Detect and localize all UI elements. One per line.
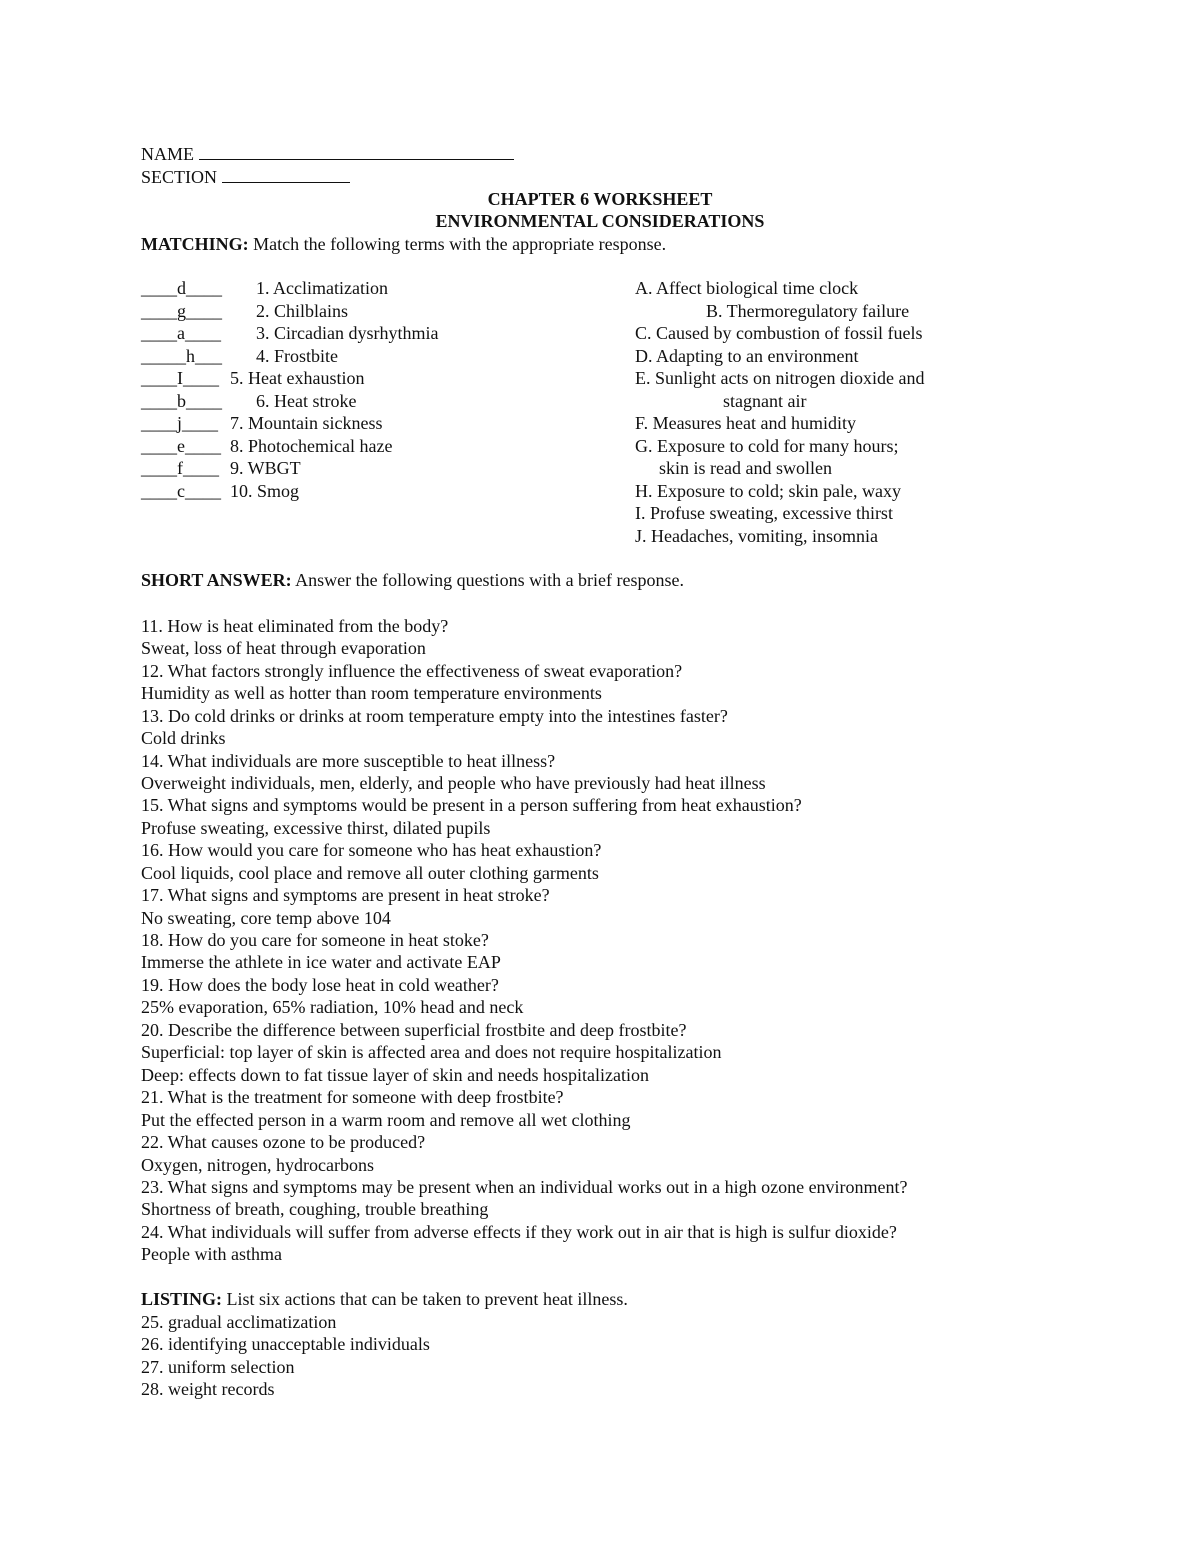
answer-24: People with asthma xyxy=(141,1244,282,1264)
matching-heading xyxy=(141,233,666,255)
section-field xyxy=(141,166,350,188)
page-subtitle: ENVIRONMENTAL CONSIDERATIONS xyxy=(435,211,765,231)
question-18: 18. How do you care for someone in heat stoke? xyxy=(141,930,489,950)
short-answer-label: SHORT ANSWER: xyxy=(141,570,292,590)
matching-term: 2. Chilblains xyxy=(256,301,349,321)
answer-11: Sweat, loss of heat through evaporation xyxy=(141,638,426,658)
matching-response: D. Adapting to an environment xyxy=(635,346,859,366)
matching-term: 9. WBGT xyxy=(230,458,301,478)
matching-answer: ____e____ xyxy=(141,436,221,456)
matching-answer: ____f____ xyxy=(141,458,219,478)
listing-instruction: List six actions that can be taken to prevent heat illness. xyxy=(226,1289,628,1309)
matching-term: 7. Mountain sickness xyxy=(230,413,383,433)
matching-response: C. Caused by combustion of fossil fuels xyxy=(635,323,923,343)
matching-response: B. Thermoregulatory failure xyxy=(706,301,910,321)
list-item: 28. weight records xyxy=(141,1379,275,1399)
matching-answer: _____h___ xyxy=(141,346,222,366)
question-22: 22. What causes ozone to be produced? xyxy=(141,1132,426,1152)
answer-18: Immerse the athlete in ice water and activate EAP xyxy=(141,952,501,972)
question-24: 24. What individuals will suffer from adverse effects if they work out in air that is high is sulfur dioxide? xyxy=(141,1222,897,1242)
matching-response: H. Exposure to cold; skin pale, waxy xyxy=(635,481,901,501)
answer-20-deep: Deep: effects down to fat tissue layer of skin and needs hospitalization xyxy=(141,1065,650,1085)
list-item: 26. identifying unacceptable individuals xyxy=(141,1334,430,1354)
answer-12: Humidity as well as hotter than room temperature environments xyxy=(141,683,602,703)
list-item: 25. gradual acclimatization xyxy=(141,1312,337,1332)
matching-response: G. Exposure to cold for many hours; xyxy=(635,436,899,456)
matching-term: 4. Frostbite xyxy=(256,346,339,366)
question-11: 11. How is heat eliminated from the body? xyxy=(141,616,449,636)
short-answer-heading xyxy=(141,569,684,591)
list-item: 27. uniform selection xyxy=(141,1357,295,1377)
matching-answer: ____b____ xyxy=(141,391,222,411)
matching-instruction: Match the following terms with the appropriate response. xyxy=(253,234,667,254)
answer-21: Put the effected person in a warm room and remove all wet clothing xyxy=(141,1110,631,1130)
matching-term: 5. Heat exhaustion xyxy=(230,368,365,388)
answer-16: Cool liquids, cool place and remove all outer clothing garments xyxy=(141,863,599,883)
answer-13: Cold drinks xyxy=(141,728,226,748)
question-16: 16. How would you care for someone who has heat exhaustion? xyxy=(141,840,602,860)
section-blank[interactable] xyxy=(222,166,350,183)
matching-answer: ____j____ xyxy=(141,413,219,433)
matching-answer: ____g____ xyxy=(141,301,222,321)
matching-term: 8. Photochemical haze xyxy=(230,436,393,456)
matching-response: A. Affect biological time clock xyxy=(635,278,859,298)
question-20: 20. Describe the difference between superficial frostbite and deep frostbite? xyxy=(141,1020,687,1040)
question-17: 17. What signs and symptoms are present in heat stroke? xyxy=(141,885,550,905)
matching-answer: ____c____ xyxy=(141,481,221,501)
page-title: CHAPTER 6 WORKSHEET xyxy=(487,189,713,209)
answer-14: Overweight individuals, men, elderly, and people who have previously had heat illness xyxy=(141,773,766,793)
answer-15: Profuse sweating, excessive thirst, dilated pupils xyxy=(141,818,491,838)
matching-response: E. Sunlight acts on nitrogen dioxide and xyxy=(635,368,925,388)
listing-label: LISTING: xyxy=(141,1289,223,1309)
answer-20-superficial: Superficial: top layer of skin is affected area and does not require hospitalization xyxy=(141,1042,722,1062)
matching-response: F. Measures heat and humidity xyxy=(635,413,857,433)
matching-response: J. Headaches, vomiting, insomnia xyxy=(635,526,878,546)
answer-22: Oxygen, nitrogen, hydrocarbons xyxy=(141,1155,374,1175)
matching-response-continued: skin is read and swollen xyxy=(659,458,832,478)
matching-response: I. Profuse sweating, excessive thirst xyxy=(635,503,893,523)
question-23: 23. What signs and symptoms may be present when an individual works out in a high ozone environment? xyxy=(141,1177,908,1197)
matching-term: 10. Smog xyxy=(230,481,300,501)
question-15: 15. What signs and symptoms would be present in a person suffering from heat exhaustion? xyxy=(141,795,802,815)
name-blank[interactable] xyxy=(199,143,514,160)
question-14: 14. What individuals are more susceptible to heat illness? xyxy=(141,751,556,771)
matching-answer: ____I____ xyxy=(141,368,219,388)
answer-23: Shortness of breath, coughing, trouble breathing xyxy=(141,1199,489,1219)
name-field xyxy=(141,143,514,165)
matching-response-continued: stagnant air xyxy=(723,391,807,411)
short-answer-instruction: Answer the following questions with a brief response. xyxy=(295,570,685,590)
matching-answer: ____a____ xyxy=(141,323,221,343)
matching-term: 3. Circadian dysrhythmia xyxy=(256,323,439,343)
matching-answer: ____d____ xyxy=(141,278,222,298)
section-label: SECTION xyxy=(141,167,217,187)
answer-17: No sweating, core temp above 104 xyxy=(141,908,391,928)
question-13: 13. Do cold drinks or drinks at room temperature empty into the intestines faster? xyxy=(141,706,728,726)
question-19: 19. How does the body lose heat in cold weather? xyxy=(141,975,499,995)
listing-heading xyxy=(141,1288,628,1310)
matching-label: MATCHING: xyxy=(141,234,249,254)
name-label: NAME xyxy=(141,144,194,164)
question-12: 12. What factors strongly influence the effectiveness of sweat evaporation? xyxy=(141,661,683,681)
matching-term: 6. Heat stroke xyxy=(256,391,357,411)
question-21: 21. What is the treatment for someone with deep frostbite? xyxy=(141,1087,564,1107)
answer-19: 25% evaporation, 65% radiation, 10% head and neck xyxy=(141,997,524,1017)
matching-term: 1. Acclimatization xyxy=(256,278,388,298)
